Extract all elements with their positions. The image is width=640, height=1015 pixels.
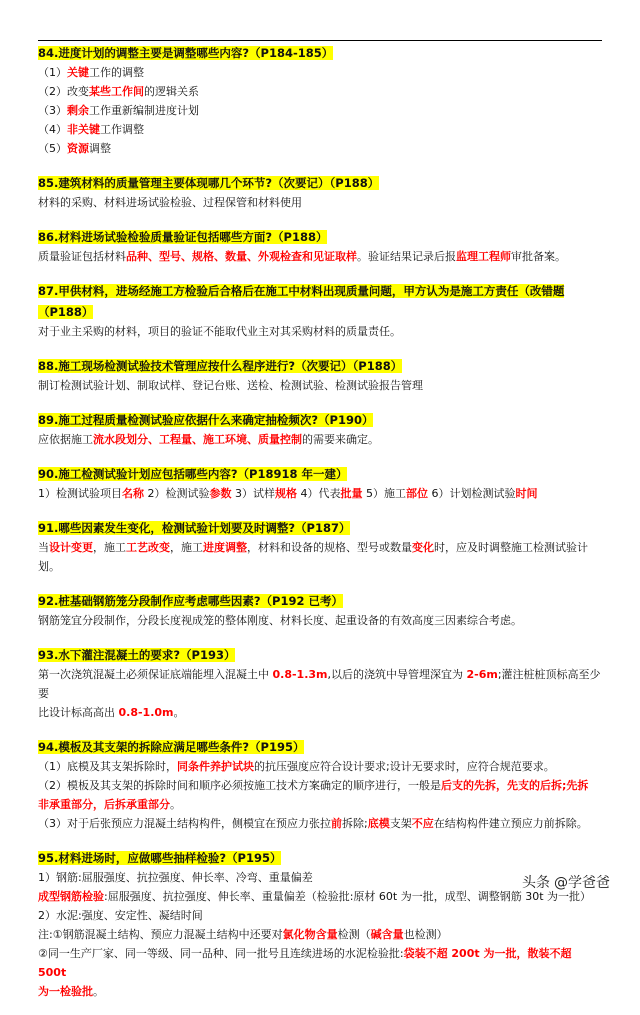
answer-text: 钢筋笼宜分段制作，分段长度视成笼的整体刚度、材料长度、起重设备的有效高度三因素综合考虑。	[38, 614, 522, 627]
answer-text: ;灌注桩桩顶标高至少要	[38, 668, 601, 700]
key-term: 非承重部分，后拆承重部分	[38, 798, 170, 811]
answer-text: 6）计划检测试验	[428, 487, 516, 500]
answer-line	[38, 703, 602, 722]
question-block	[38, 590, 602, 630]
key-term: 成型钢筋检验	[38, 890, 104, 903]
answer-line	[38, 906, 602, 925]
answer-line	[38, 139, 602, 158]
answer-line	[38, 814, 602, 833]
answer-text: ,以后的浇筑中导管埋深宜为	[327, 668, 467, 681]
answer-text: 注:①钢筋混凝土结构、预应力混凝土结构中还要对	[38, 928, 283, 941]
answer-line	[38, 322, 602, 341]
key-term: 监理工程师	[456, 250, 511, 263]
question-title: 88.施工现场检测试验技术管理应按什么程序进行?（次要记）（P188）	[38, 359, 403, 373]
answer-text: （4）	[38, 123, 67, 136]
answer-text: ，施工	[170, 541, 203, 554]
key-term: 名称	[122, 487, 144, 500]
answer-text: （1）底模及其支架拆除时，	[38, 760, 177, 773]
question-block	[38, 355, 602, 395]
answer-text: 比设计标高高出	[38, 706, 119, 719]
answer-line	[38, 82, 602, 101]
key-term: 批量	[340, 487, 363, 500]
answer-text: 4）代表	[297, 487, 341, 500]
question-title: 91.哪些因素发生变化，检测试验计划要及时调整?（P187）	[38, 521, 351, 535]
answer-text: 审批备案。	[511, 250, 566, 263]
question-title: 85.建筑材料的质量管理主要体现哪几个环节?（次要记）（P188）	[38, 176, 380, 190]
answer-text: 拆除;	[342, 817, 368, 830]
key-term: 非关键	[67, 123, 100, 136]
top-rule	[38, 40, 602, 41]
answer-text: （5）	[38, 142, 67, 155]
key-term: 氯化物含量	[282, 928, 338, 941]
question-title: 89.施工过程质量检测试验应依据什么来确定抽检频次?（P190）	[38, 413, 374, 427]
question-title: 84.进度计划的调整主要是调整哪些内容?（P184-185）	[38, 46, 334, 60]
answer-text: 质量验证包括材料	[38, 250, 126, 263]
key-term: 品种、型号、规格、数量、外观检查和见证取样	[126, 250, 357, 263]
answer-line	[38, 611, 602, 630]
key-term: 碱含量	[370, 928, 404, 941]
answer-text: 3）试样	[231, 487, 275, 500]
watermark-prefix: 头条	[522, 875, 550, 891]
answer-line	[38, 247, 602, 266]
key-term: 为一检验批	[38, 985, 93, 998]
question-block	[38, 226, 602, 266]
answer-text: 检测（	[337, 928, 371, 941]
answer-line	[38, 776, 602, 795]
answer-line	[38, 982, 602, 1001]
question-block	[38, 644, 602, 722]
answer-text: ②同一生产厂家、同一等级、同一品种、同一批号且连续进场的水泥检验批:	[38, 947, 404, 960]
key-term: 2-6m	[466, 668, 498, 681]
answer-text: （3）	[38, 104, 67, 117]
answer-line	[38, 538, 602, 576]
answer-line	[38, 101, 602, 120]
answer-line	[38, 63, 602, 82]
question-block	[38, 736, 602, 833]
answer-text: （2）模板及其支架的拆除时间和顺序必须按施工技术方案确定的顺序进行，一般是	[38, 779, 441, 792]
key-term: 底模	[367, 817, 390, 830]
answer-text: 材料的采购、材料进场试验检验、过程保管和材料使用	[38, 196, 302, 209]
answer-text: 。	[173, 706, 185, 719]
watermark	[522, 872, 610, 892]
answer-text: 调整	[89, 142, 111, 155]
answer-line	[38, 795, 602, 814]
answer-text: 应依据施工	[38, 433, 93, 446]
question-title: 94.模板及其支架的拆除应满足哪些条件?（P195）	[38, 740, 305, 754]
answer-text: ，材料和设备的规格、型号或数量	[247, 541, 412, 554]
answer-line	[38, 120, 602, 139]
document-body	[38, 42, 602, 1015]
answer-text: :屈服强度、抗拉强度、伸长率、重量偏差（检验批:原材 60t 为一批，成型、调整钢筋 30t 为一批）	[104, 890, 592, 903]
key-term: 0.8-1.0m	[118, 706, 174, 719]
answer-text: ，施工	[93, 541, 126, 554]
answer-line	[38, 430, 602, 449]
key-term: 工艺改变	[126, 541, 170, 554]
question-title: 90.施工检测试验计划应包括哪些内容?（P18918 年一建）	[38, 467, 348, 481]
answer-text: 在结构构件建立预应力前拆除。	[433, 817, 588, 830]
answer-text: 的抗压强度应符合设计要求;设计无要求时，应符合规范要求。	[254, 760, 555, 773]
answer-line	[38, 944, 602, 982]
answer-text: 当	[38, 541, 49, 554]
answer-text: 对于业主采购的材料，项目的验证不能取代业主对其采购材料的质量责任。	[38, 325, 401, 338]
key-term: 设计变更	[49, 541, 93, 554]
answer-text: 2）检测试验	[144, 487, 210, 500]
answer-text: （3）对于后张预应力混凝土结构构件，侧模宜在预应力张拉	[38, 817, 331, 830]
key-term: 参数	[209, 487, 232, 500]
key-term: 前	[331, 817, 342, 830]
answer-text: 工作调整	[100, 123, 144, 136]
question-block	[38, 280, 602, 341]
question-block	[38, 847, 602, 1001]
answer-line	[38, 665, 602, 703]
question-block	[38, 517, 602, 576]
answer-text: 1）钢筋:屈服强度、抗拉强度、伸长率、冷弯、重量偏差	[38, 871, 313, 884]
answer-text: 。验证结果记录后报	[357, 250, 456, 263]
answer-text: （1）	[38, 66, 67, 79]
question-title: 92.桩基础钢筋笼分段制作应考虑哪些因素?（P192 已考）	[38, 594, 343, 608]
key-term: 流水段划分、工程量、施工环境、质量控制	[93, 433, 302, 446]
question-title: 95.材料进场时，应做哪些抽样检验?（P195）	[38, 851, 282, 865]
answer-text: 。	[93, 985, 104, 998]
key-term: 同条件养护试块	[177, 760, 254, 773]
key-term: 0.8-1.3m	[272, 668, 328, 681]
answer-line	[38, 193, 602, 212]
answer-text: 5）施工	[362, 487, 406, 500]
question-block	[38, 172, 602, 212]
question-title: 87.甲供材料，进场经施工方检验后合格后在施工中材料出现质量问题，甲方认为是施工方责任（改错题（P188）	[38, 284, 565, 319]
answer-text: 工作重新编制进度计划	[89, 104, 199, 117]
key-term: 规格	[275, 487, 297, 500]
answer-text: 工作的调整	[89, 66, 144, 79]
answer-line	[38, 868, 602, 887]
answer-text: （2）改变	[38, 85, 89, 98]
question-block	[38, 463, 602, 503]
answer-text: 的需要来确定。	[302, 433, 379, 446]
question-block	[38, 409, 602, 449]
question-title: 86.材料进场试验检验质量验证包括哪些方面?（P188）	[38, 230, 328, 244]
key-term: 袋装不超 200t 为一批，散装不超 500t	[38, 947, 576, 979]
answer-text: 第一次浇筑混凝土必须保证底端能埋入混凝土中	[38, 668, 273, 681]
answer-text: 2）水泥:强度、安定性、凝结时间	[38, 909, 203, 922]
key-term: 时间	[515, 487, 538, 500]
answer-text: 的逻辑关系	[144, 85, 199, 98]
answer-line	[38, 887, 602, 906]
key-term: 资源	[67, 142, 89, 155]
answer-text: 支架	[389, 817, 412, 830]
question-title: 93.水下灌注混凝土的要求?（P193）	[38, 648, 236, 662]
answer-line	[38, 925, 602, 944]
key-term: 后支的先拆，先支的后拆;先拆	[441, 779, 589, 792]
watermark-handle: @学爸爸	[554, 875, 610, 891]
answer-line	[38, 757, 602, 776]
answer-text: 1）检测试验项目	[38, 487, 122, 500]
question-block	[38, 42, 602, 158]
key-term: 关键	[67, 66, 89, 79]
key-term: 不应	[411, 817, 434, 830]
answer-line	[38, 376, 602, 395]
key-term: 部位	[406, 487, 428, 500]
answer-text: 也检测）	[403, 928, 448, 941]
key-term: 进度调整	[203, 541, 247, 554]
answer-line	[38, 484, 602, 503]
answer-text: 制订检测试验计划、制取试样、登记台账、送检、检测试验、检测试验报告管理	[38, 379, 423, 392]
key-term: 某些工作间	[89, 85, 144, 98]
answer-text: 。	[170, 798, 181, 811]
key-term: 变化	[412, 541, 434, 554]
answer-text: 时，应及时调整施工检测试验计划。	[38, 541, 588, 573]
key-term: 剩余	[67, 104, 89, 117]
